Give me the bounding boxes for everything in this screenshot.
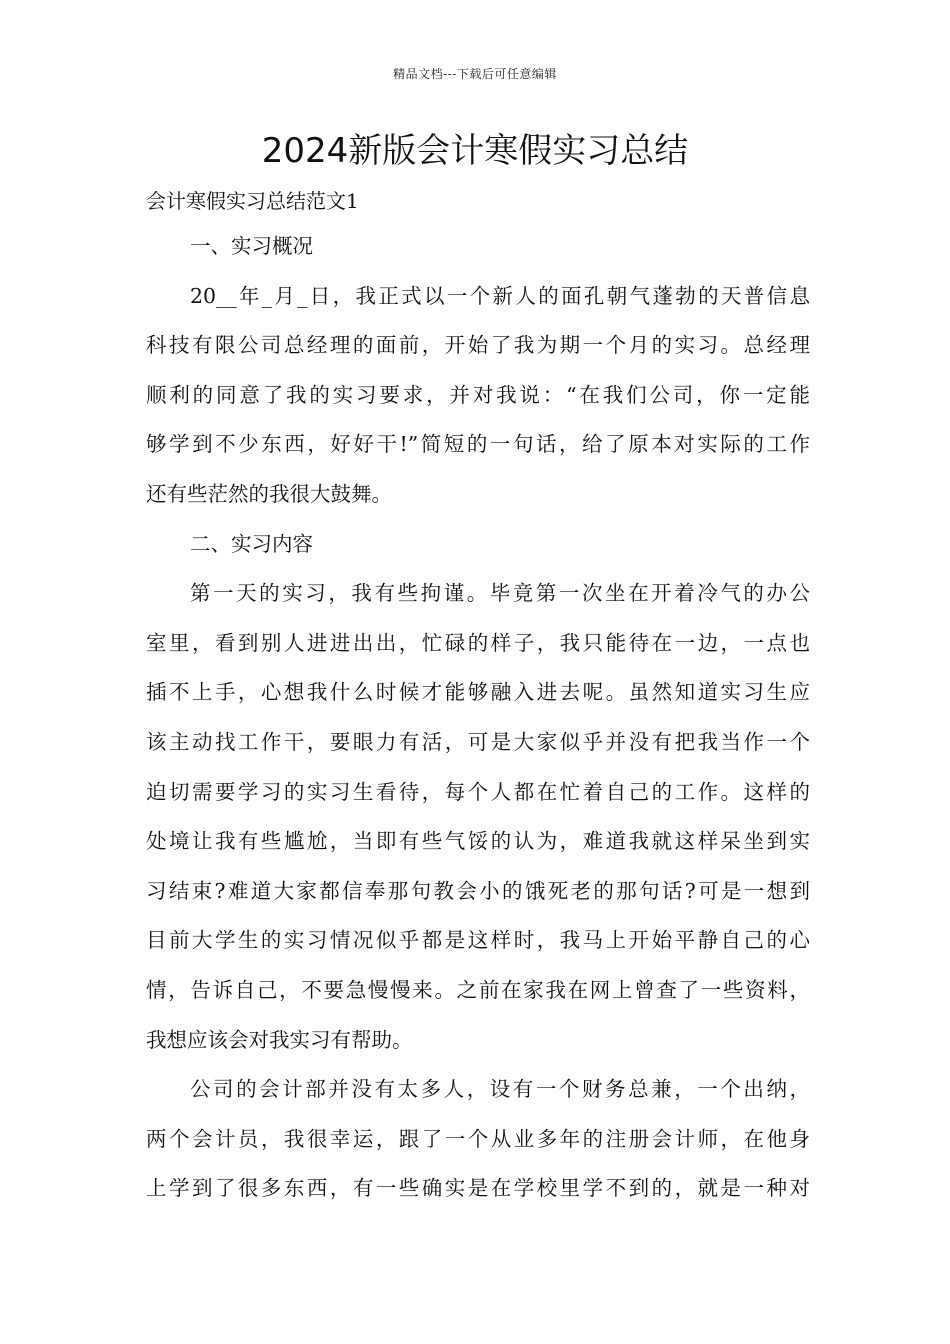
paragraph-line: 该主动找工作干，要眼力有活，可是大家似乎并没有把我当作一个 bbox=[146, 729, 810, 754]
paragraph-line: 目前大学生的实习情况似乎都是这样时，我马上开始平静自己的心 bbox=[146, 928, 810, 953]
paragraph-line: 公司的会计部并没有太多人，设有一个财务总兼，一个出纳， bbox=[190, 1077, 810, 1102]
paragraph-line: 科技有限公司总经理的面前，开始了我为期一个月的实习。总经理 bbox=[146, 333, 810, 358]
paragraph-line: 室里，看到别人进进出出，忙碌的样子，我只能待在一边，一点也 bbox=[146, 630, 810, 655]
paragraph-line: 我想应该会对我实习有帮助。 bbox=[146, 1027, 413, 1052]
section-subtitle: 会计寒假实习总结范文1 bbox=[146, 189, 359, 213]
paragraph-line: 上学到了很多东西，有一些确实是在学校里学不到的，就是一种对 bbox=[146, 1176, 810, 1201]
paragraph-line: 第一天的实习，我有些拘谨。毕竟第一次坐在开着冷气的办公 bbox=[190, 581, 810, 606]
paragraph-line: 处境让我有些尴尬，当即有些气馁的认为，难道我就这样呆坐到实 bbox=[146, 829, 810, 854]
paragraph-line: 插不上手，心想我什么时候才能够融入进去呢。虽然知道实习生应 bbox=[146, 680, 810, 705]
paragraph-line: 还有些茫然的我很大鼓舞。 bbox=[146, 481, 392, 506]
section-heading: 二、实习内容 bbox=[190, 531, 313, 556]
paragraph-line: 两个会计员，我很幸运，跟了一个从业多年的注册会计师，在他身 bbox=[146, 1126, 810, 1151]
paragraph-line: 顺利的同意了我的实习要求，并对我说：“在我们公司，你一定能 bbox=[146, 382, 810, 407]
paragraph-line: 20__年_月_日，我正式以一个新人的面孔朝气蓬勃的天普信息 bbox=[190, 283, 810, 308]
paragraph-line: 习结束?难道大家都信奉那句教会小的饿死老的那句话?可是一想到 bbox=[146, 878, 810, 903]
paragraph-line: 情，告诉自己，不要急慢慢来。之前在家我在网上曾查了一些资料， bbox=[146, 977, 810, 1002]
header-note: 精品文档---下载后可任意编辑 bbox=[393, 67, 557, 81]
section-heading: 一、实习概况 bbox=[190, 234, 313, 258]
paragraph-line: 迫切需要学习的实习生看待，每个人都在忙着自己的工作。这样的 bbox=[146, 779, 810, 804]
paragraph-line: 够学到不少东西，好好干!”简短的一句话，给了原本对实际的工作 bbox=[146, 432, 810, 457]
document-title: 2024新版会计寒假实习总结 bbox=[261, 131, 689, 171]
document-body bbox=[146, 180, 810, 1214]
